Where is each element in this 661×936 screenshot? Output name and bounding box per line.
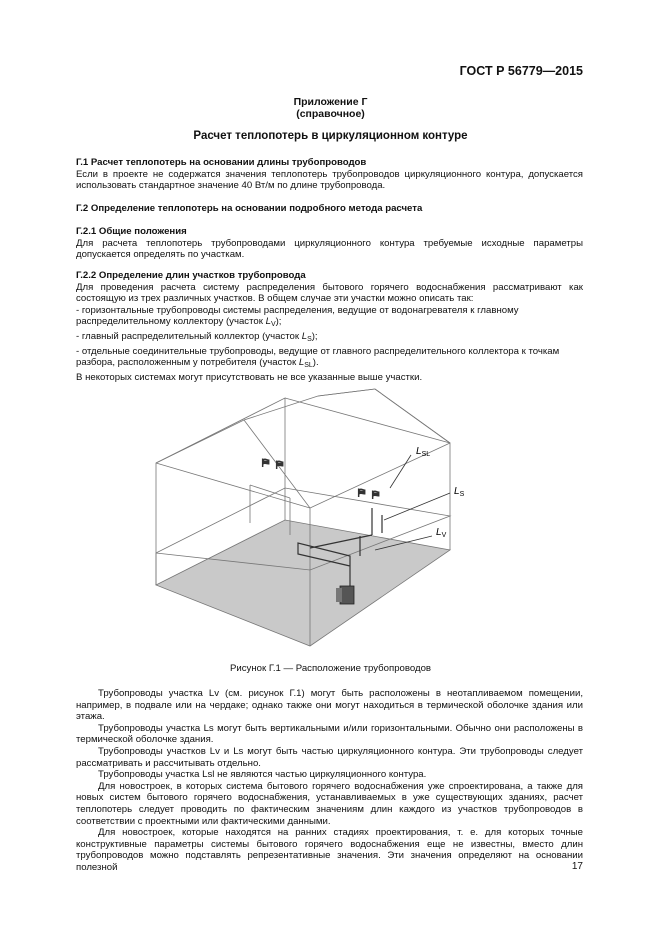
pipe-layout-figure: [150, 388, 480, 653]
main-title: Расчет теплопотерь в циркуляционном контуре: [193, 130, 468, 142]
section-g1: [76, 157, 583, 192]
svg-text:⛿: ⛿: [358, 488, 366, 499]
g22-item2: - главный распределительный коллектор (участок $L_S$);: [76, 330, 318, 343]
label-lsl: $L_{SL}$: [416, 446, 431, 458]
section-g22: [76, 270, 583, 383]
body-text: [76, 688, 583, 874]
body-p5: Для новостроек, в которых система бытового горячего водоснабжения уже спроектирована, а также для новых систем бытового горячего водоснабжения, устанавливаемых в уже существующих зданиях, расчет теплопотерь следует проводить по фактическим значениям длин каждого из участков трубопроводов в соответствии с проектными или фактическими данными.: [76, 780, 583, 827]
basement-floor: [156, 520, 450, 646]
g21-text: Для расчета теплопотерь трубопроводами циркуляционного контура требуемые исходные параметры допускается определять по участкам.: [76, 237, 583, 261]
svg-text:⛿: ⛿: [372, 490, 380, 501]
g1-heading: Г.1 Расчет теплопотерь на основании длины трубопроводов: [76, 157, 367, 168]
g22-note: В некоторых системах могут присутствовать не все указанные выше участки.: [76, 371, 423, 383]
body-p2: Трубопроводы участка Ls могут быть вертикальными и/или горизонтальными. Обычно они расположены в термической оболочке здания.: [76, 722, 583, 746]
g2-heading: Г.2 Определение теплопотерь на основании подробного метода расчета: [76, 203, 423, 214]
figure-caption: Рисунок Г.1 — Расположение трубопроводов: [229, 663, 432, 674]
appendix-title: Приложение Г: [293, 96, 368, 108]
g21-heading: Г.2.1 Общие положения: [76, 226, 187, 237]
g22-item1: - горизонтальные трубопроводы системы распределения, ведущие от водонагревателя к главному распределительному коллектору (участок $L_V$);: [76, 304, 519, 329]
g1-text: Если в проекте не содержатся значения теплопотерь трубопроводов циркуляционного контура, допускается использовать стандартное значение 40 Вт/м по длине трубопровода.: [76, 168, 583, 192]
body-p1: Трубопроводы участка Lv (см. рисунок Г.1) могут быть расположены в неотапливаемом помещении, например, в подвале или на чердаке; однако также они могут находиться в термической оболочке здания или этажа.: [76, 688, 583, 723]
appendix-heading: [0, 96, 661, 120]
label-lv: $L_V$: [436, 527, 447, 539]
standard-number: ГОСТ Р 56779—2015: [459, 64, 583, 78]
g22-item3: - отдельные соединительные трубопроводы, ведущие от главного распределительного коллектора к точкам разбора, расположенным у потребителя (участок $L_{SL}$).: [76, 345, 560, 370]
g22-text: Для проведения расчета систему распределения бытового горячего водоснабжения рассматривают как состоящую из трех различных участков. В общем случае эти участки можно описать так:: [76, 281, 583, 305]
appendix-note: (справочное): [296, 108, 365, 120]
page-number: 17: [571, 861, 583, 872]
section-g2: [76, 203, 583, 215]
svg-text:⛿: ⛿: [262, 458, 270, 469]
section-g21: [76, 226, 583, 261]
svg-text:⛿: ⛿: [276, 460, 284, 471]
body-p6: Для новостроек, которые находятся на ранних стадиях проектирования, т. е. для которых точные конструктивные параметры системы бытового горячего водоснабжения еще не известны, вместо длин трубопроводов можно подставлять репрезентативные значения. Эти значения определяют на основании полезной: [76, 827, 583, 873]
body-p4: Трубопроводы участка Lsl не являются частью циркуляционного контура.: [98, 769, 427, 781]
label-ls: $L_S$: [454, 486, 465, 498]
g22-heading: Г.2.2 Определение длин участков трубопровода: [76, 270, 306, 281]
body-p3: Трубопроводы участков Lv и Ls могут быть частью циркуляционного контура. Эти трубопроводы следует рассматривать и рассчитывать отдельно.: [76, 745, 583, 769]
water-heater-icon: [336, 586, 354, 604]
